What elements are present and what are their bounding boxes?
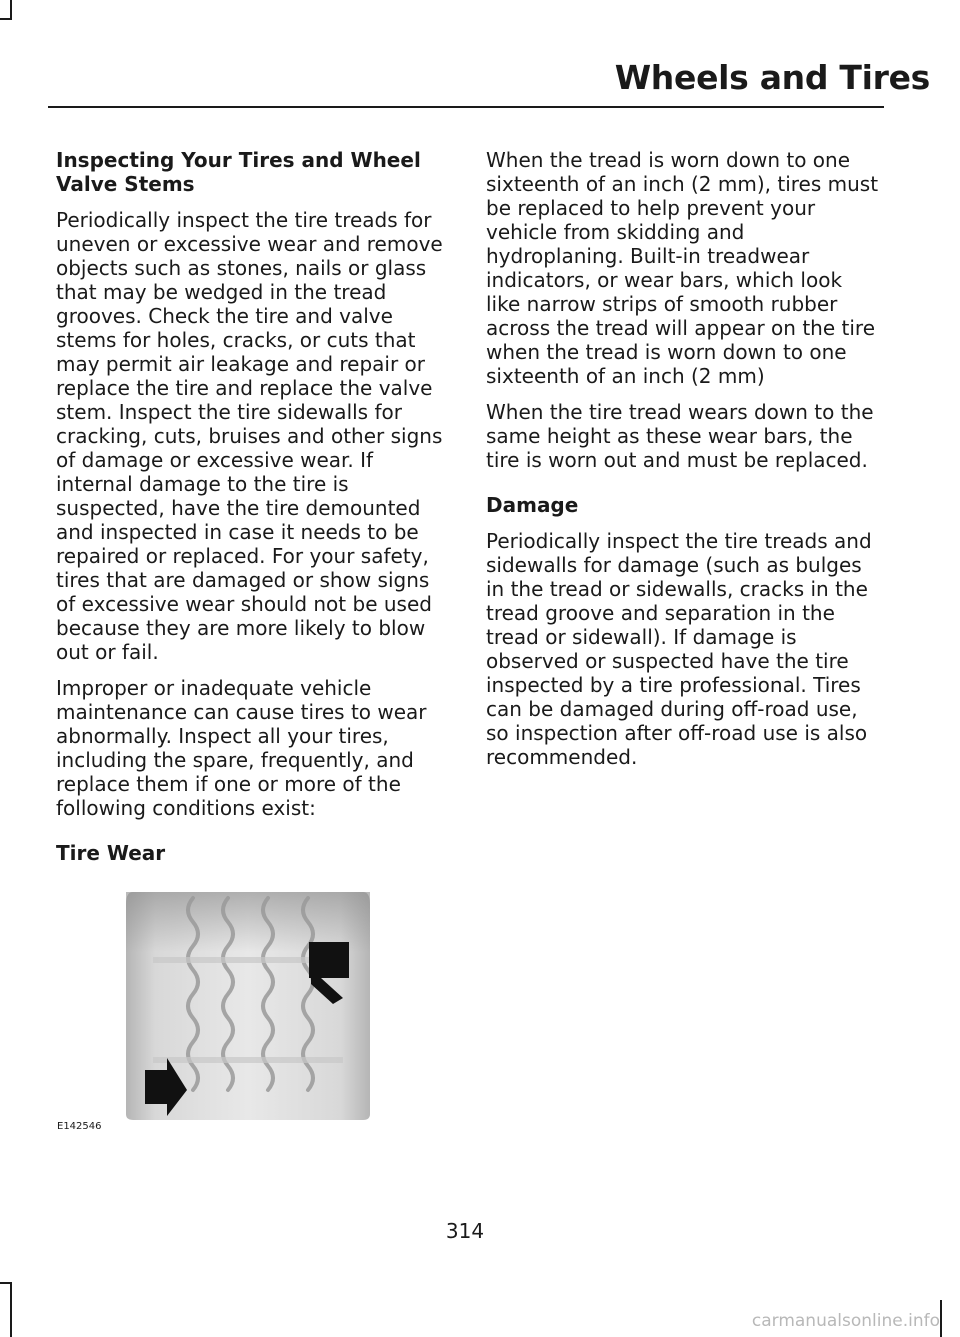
left-column [56, 148, 448, 877]
tire-tread-icon [123, 890, 373, 1126]
page-title: Wheels and Tires [614, 58, 930, 97]
crop-mark-top-left-vertical [10, 0, 12, 20]
section-heading-damage: Damage [486, 493, 579, 517]
right-column [486, 148, 881, 781]
crop-mark-bottom-left-vertical [10, 1282, 12, 1337]
paragraph: When the tire tread wears down to the same height as these wear bars, the tire is worn out and must be replaced. [486, 400, 874, 472]
page-number: 314 [445, 1219, 485, 1243]
paragraph: Periodically inspect the tire treads for uneven or excessive wear and remove objects such as stones, nails or glass that may be wedged in the tread grooves. Check the tire and valve stems for holes, cracks, or cuts that may permit air leakage and repair or replace the tire and replace the valve stem. Inspect the tire sidewalls for cracking, cuts, bruises and other signs of damage or excessive wear. If internal damage to the tire is suspected, have the tire demounted and inspected in case it needs to be repaired or replaced. For your safety, tires that are damaged or show signs of excessive wear should not be used because they are more likely to blow out or fail. [56, 208, 443, 664]
crop-mark-top-left-horizontal [0, 18, 12, 20]
section-heading-tire-wear: Tire Wear [56, 841, 166, 865]
crop-mark-bottom-left-horizontal [0, 1282, 12, 1284]
figure-id: E142546 [57, 1121, 102, 1132]
section-heading-inspecting: Inspecting Your Tires and Wheel Valve Stems [56, 148, 421, 196]
tire-tread-wear-bars-illustration [123, 890, 373, 1126]
paragraph: Improper or inadequate vehicle maintenance can cause tires to wear abnormally. Inspect all your tires, including the spare, frequently, and replace them if one or more of the following conditions exist: [56, 676, 427, 820]
watermark: carmanualsonline.info [751, 1311, 940, 1331]
paragraph: When the tread is worn down to one sixteenth of an inch (2 mm), tires must be replaced to help prevent your vehicle from skidding and hydroplaning. Built-in treadwear indicators, or wear bars, which look like narrow strips of smooth rubber across the tread will appear on the tire when the tread is worn down to one sixteenth of an inch (2 mm) [486, 148, 879, 388]
paragraph: Periodically inspect the tire treads and sidewalls for damage (such as bulges in the tread or sidewalls, cracks in the tread groove and separation in the tread or sidewall). If damage is observed or suspected have the tire inspected by a tire professional. Tires can be damaged during off-road use, so inspection after off-road use is also recommended. [486, 529, 872, 769]
crop-mark-bottom-right-vertical [940, 1300, 942, 1337]
header-divider [48, 106, 884, 108]
